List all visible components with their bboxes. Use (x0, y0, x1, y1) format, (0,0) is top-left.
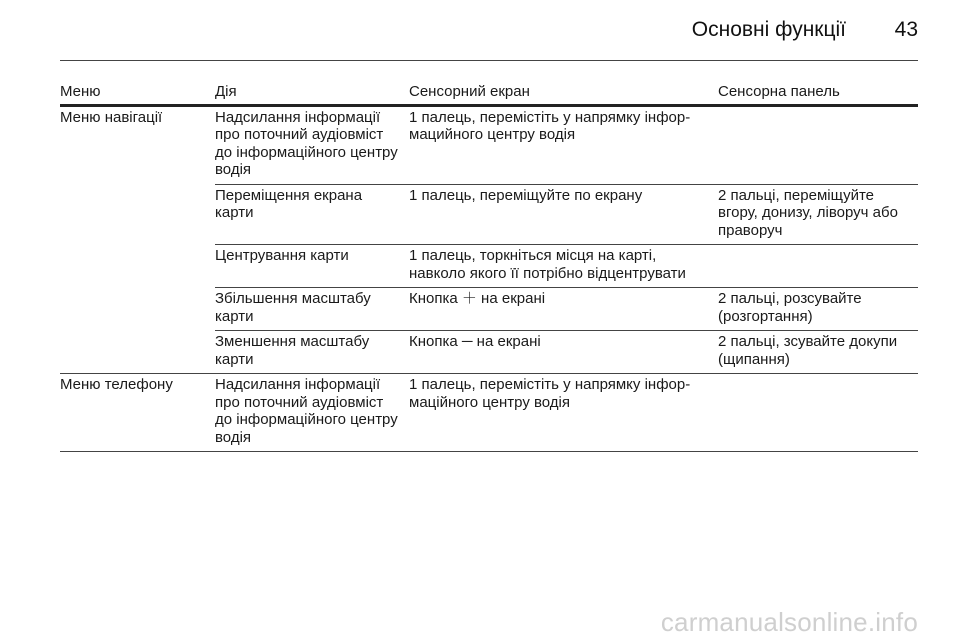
column-header-touchpad: Сенсорна панель (718, 82, 918, 105)
table-row (60, 374, 918, 452)
page-header (60, 0, 918, 61)
functions-table (60, 82, 918, 452)
action-cell: Переміщення екрана карти (215, 184, 409, 245)
menu-cell-navigation: Меню навігації (60, 105, 215, 374)
table-row (60, 105, 918, 184)
touchscreen-cell: 1 палець, перемістіть у напрямку інфор-мацийного центру водія (409, 105, 718, 184)
column-header-menu: Меню (60, 82, 215, 105)
touchscreen-cell: 1 палець, перемістіть у напрямку інфор-маційного центру водія (409, 374, 718, 452)
touchscreen-cell: Кнопка ＋ на екрані (409, 288, 718, 331)
action-cell: Надсилання інформації про поточний аудіовміст до інформаційного центру водія (215, 105, 409, 184)
touchscreen-cell: Кнопка ─ на екрані (409, 331, 718, 374)
touchscreen-cell: 1 палець, торкніться місця на карті, навколо якого її потрібно відцентрувати (409, 245, 718, 288)
column-header-touchscreen: Сенсорний екран (409, 82, 718, 105)
action-cell: Центрування карти (215, 245, 409, 288)
touchpad-cell: 2 пальці, зсувайте докупи (щипання) (718, 331, 918, 374)
touchpad-cell (718, 105, 918, 184)
touchscreen-cell: 1 палець, переміщуйте по екрану (409, 184, 718, 245)
touchpad-cell (718, 374, 918, 452)
action-cell: Зменшення масштабу карти (215, 331, 409, 374)
column-header-action: Дія (215, 82, 409, 105)
touchpad-cell (718, 245, 918, 288)
menu-cell-phone: Меню телефону (60, 374, 215, 452)
page-number: 43 (894, 18, 918, 41)
action-cell: Збільшення масштабу карти (215, 288, 409, 331)
table-header-row (60, 82, 918, 105)
watermark: carmanualsonline.info (660, 607, 918, 637)
touchpad-cell: 2 пальці, розсувайте (розгортання) (718, 288, 918, 331)
page-title: Основні функції (691, 18, 846, 41)
action-cell: Надсилання інформації про поточний аудіовміст до інформаційного центру водія (215, 374, 409, 452)
touchpad-cell: 2 пальці, переміщуйте вгору, донизу, ліворуч або праворуч (718, 184, 918, 245)
